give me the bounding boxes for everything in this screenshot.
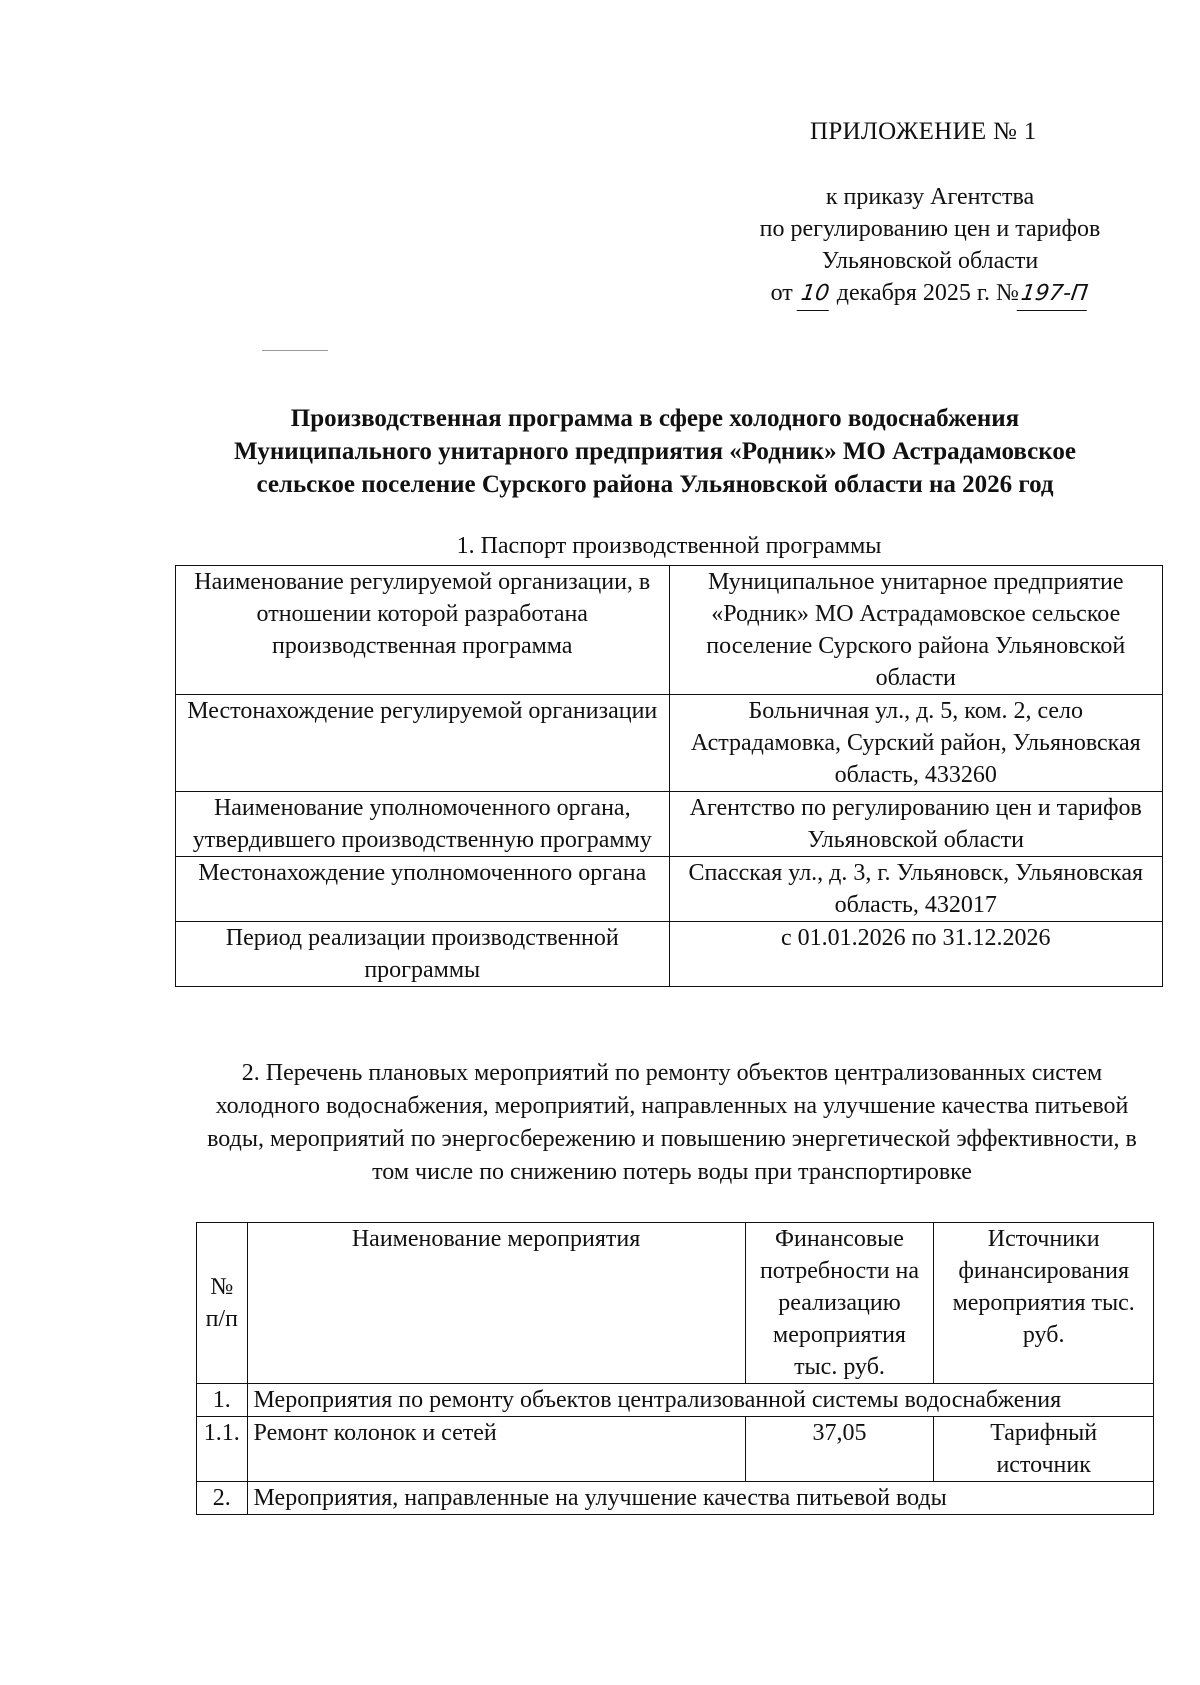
passport-label: Местонахождение уполномоченного органа: [176, 857, 670, 922]
order-line-2: по регулированию цен и тарифов: [759, 216, 1101, 242]
date-mid: декабря 2025 г. №: [836, 280, 1019, 306]
title-line-1: Производственная программа в сфере холодного водоснабжения: [290, 405, 1020, 432]
scan-mark: [262, 350, 328, 351]
measure-finance: 37,05: [745, 1417, 934, 1482]
order-line-3: Ульяновской области: [821, 248, 1039, 274]
passport-value: Больничная ул., д. 5, ком. 2, село Астрадамовка, Сурский район, Ульяновская область, 433260: [669, 695, 1163, 792]
col-source-header: Источники финансирования мероприятия тыс. руб.: [934, 1223, 1154, 1384]
appendix-label: ПРИЛОЖЕНИЕ № 1: [810, 118, 1037, 145]
passport-value: Агентство по регулированию цен и тарифов Ульяновской области: [669, 792, 1163, 857]
measure-num: 1.: [197, 1384, 248, 1417]
passport-row: [176, 792, 1163, 857]
order-date-line: [700, 277, 1160, 311]
measures-table: [196, 1222, 1154, 1515]
passport-value: Спасская ул., д. 3, г. Ульяновск, Ульяновская область, 432017: [669, 857, 1163, 922]
title-line-2: Муниципального унитарного предприятия «Родник» МО Астрадамовское: [234, 438, 1076, 465]
passport-value: с 01.01.2026 по 31.12.2026: [669, 922, 1163, 987]
col-finance-header: Финансовые потребности на реализацию мероприятия тыс. руб.: [745, 1223, 934, 1384]
col-num-header: № п/п: [197, 1223, 248, 1384]
passport-table: [175, 565, 1163, 987]
measure-name: Мероприятия по ремонту объектов централизованной системы водоснабжения: [247, 1384, 1153, 1417]
measure-row: [197, 1384, 1154, 1417]
passport-value: Муниципальное унитарное предприятие «Родник» МО Астрадамовское сельское поселение Сурского района Ульяновской области: [669, 566, 1163, 695]
order-number-handwritten: 197-П: [1017, 278, 1092, 311]
date-prefix: от: [770, 280, 793, 306]
passport-label: Наименование регулируемой организации, в отношении которой разработана производственная программа: [176, 566, 670, 695]
order-line-1: к приказу Агентства: [825, 184, 1035, 210]
measure-name: Мероприятия, направленные на улучшение качества питьевой воды: [247, 1482, 1153, 1515]
measure-num: 1.1.: [197, 1417, 248, 1482]
passport-label: Период реализации производственной программы: [176, 922, 670, 987]
order-reference: [700, 181, 1160, 311]
title-line-3: сельское поселение Сурского района Ульяновской области на 2026 год: [256, 471, 1054, 498]
passport-row: [176, 695, 1163, 792]
passport-row: [176, 922, 1163, 987]
measure-row: [197, 1417, 1154, 1482]
section1-title: 1. Паспорт производственной программы: [456, 533, 882, 559]
measure-row: [197, 1482, 1154, 1515]
measure-source: Тарифный источник: [934, 1417, 1154, 1482]
passport-row: [176, 857, 1163, 922]
section2-title: 2. Перечень плановых мероприятий по ремонту объектов централизованных систем холодного водоснабжения, мероприятий, направленных на улучшение качества питьевой воды, мероприятий по энергосбережению и повышению энергетической эффективности, в том числе по снижению потерь воды при транспортировке: [207, 1060, 1137, 1185]
date-day-handwritten: 10: [796, 278, 833, 311]
passport-label: Наименование уполномоченного органа, утвердившего производственную программу: [176, 792, 670, 857]
measure-name: Ремонт колонок и сетей: [247, 1417, 745, 1482]
passport-row: [176, 566, 1163, 695]
document-title: [150, 402, 1160, 501]
passport-label: Местонахождение регулируемой организации: [176, 695, 670, 792]
measure-num: 2.: [197, 1482, 248, 1515]
col-name-header: Наименование мероприятия: [247, 1223, 745, 1384]
measures-header-row: [197, 1223, 1154, 1384]
